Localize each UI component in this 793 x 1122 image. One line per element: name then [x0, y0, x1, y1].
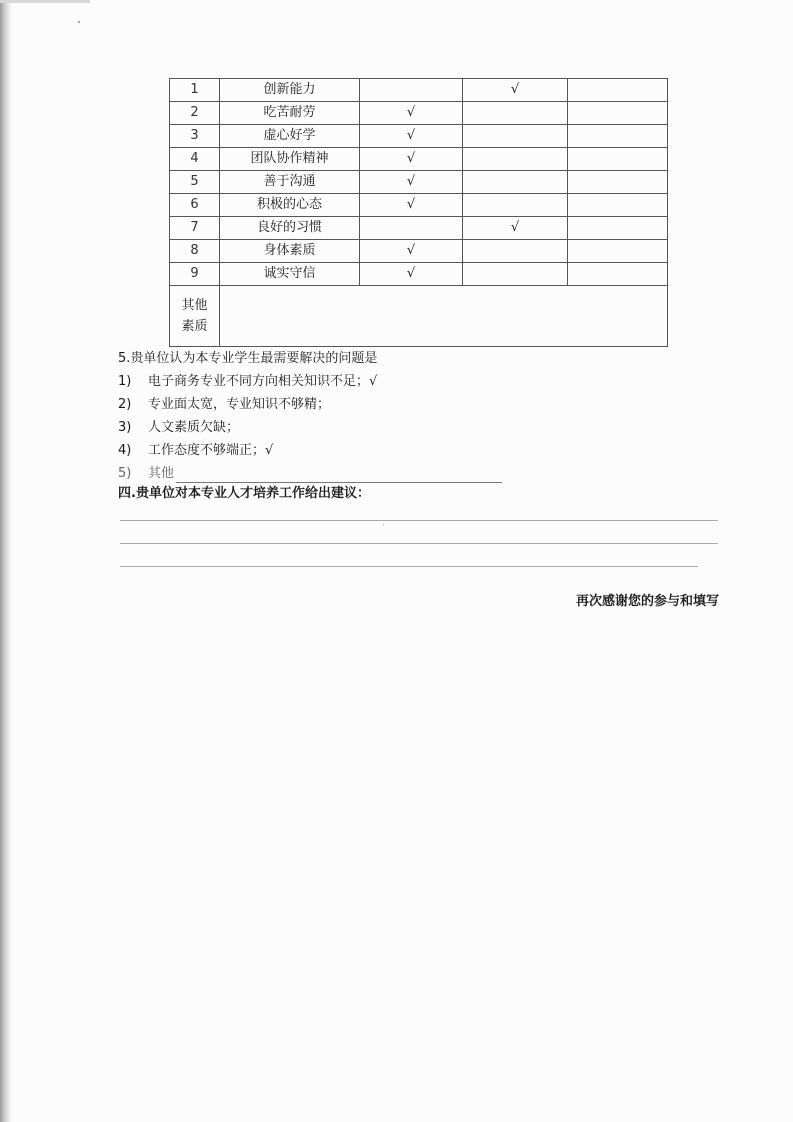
scan-top-mark	[0, 0, 90, 3]
option-number: 1)	[118, 374, 132, 389]
rating-cell	[463, 263, 568, 286]
question-5-title: 5.贵单位认为本专业学生最需要解决的问题是	[118, 351, 378, 366]
row-index: 6	[170, 194, 220, 217]
table-row	[170, 148, 668, 171]
quality-name: 身体素质	[220, 240, 360, 263]
table-row	[170, 171, 668, 194]
option-number: 4)	[118, 443, 132, 458]
scan-speck	[383, 524, 384, 525]
table-row	[170, 194, 668, 217]
question-5-option-other	[118, 465, 738, 483]
row-index: 9	[170, 263, 220, 286]
rating-cell: √	[360, 125, 463, 148]
question-5-option	[118, 419, 738, 437]
rating-cell	[360, 217, 463, 240]
row-index: 8	[170, 240, 220, 263]
rating-cell	[568, 171, 668, 194]
other-quality-label	[170, 286, 220, 347]
rating-cell	[463, 240, 568, 263]
rating-cell	[568, 217, 668, 240]
quality-name: 诚实守信	[220, 263, 360, 286]
rating-cell: √	[360, 240, 463, 263]
rating-cell: √	[360, 102, 463, 125]
suggestion-line[interactable]	[120, 566, 698, 567]
option-text: 其他	[148, 466, 175, 481]
quality-name: 善于沟通	[220, 171, 360, 194]
scan-shadow-edge	[0, 0, 12, 1122]
row-index: 5	[170, 171, 220, 194]
table-row	[170, 125, 668, 148]
suggestion-line[interactable]	[120, 543, 718, 544]
rating-cell: √	[360, 194, 463, 217]
other-fill-in-line[interactable]	[176, 468, 502, 483]
rating-cell	[568, 240, 668, 263]
row-index: 1	[170, 79, 220, 102]
quality-name: 良好的习惯	[220, 217, 360, 240]
rating-cell	[568, 263, 668, 286]
rating-cell: √	[360, 263, 463, 286]
rating-cell	[568, 125, 668, 148]
rating-cell	[360, 79, 463, 102]
table-row	[170, 240, 668, 263]
quality-rating-table	[169, 78, 668, 347]
closing-thanks: 再次感谢您的参与和填写	[575, 594, 719, 609]
quality-name: 创新能力	[220, 79, 360, 102]
rating-cell	[463, 171, 568, 194]
question-5-option	[118, 396, 738, 414]
row-index: 2	[170, 102, 220, 125]
suggestion-line[interactable]	[120, 520, 718, 521]
quality-name: 团队协作精神	[220, 148, 360, 171]
rating-cell: √	[463, 217, 568, 240]
quality-name: 积极的心态	[220, 194, 360, 217]
rating-cell	[568, 194, 668, 217]
quality-name: 吃苦耐劳	[220, 102, 360, 125]
rating-cell: √	[360, 148, 463, 171]
rating-cell: √	[463, 79, 568, 102]
other-quality-field[interactable]	[220, 286, 668, 347]
row-index: 4	[170, 148, 220, 171]
question-5-option	[118, 442, 738, 460]
other-label-line2: 素质	[181, 319, 208, 334]
option-text: 工作态度不够端正；√	[148, 443, 274, 458]
rating-cell	[463, 148, 568, 171]
section-4-heading: 四.贵单位对本专业人才培养工作给出建议：	[118, 486, 370, 501]
rating-cell	[463, 102, 568, 125]
other-label-line1: 其他	[181, 298, 208, 313]
question-5-option	[118, 373, 738, 391]
rating-cell: √	[360, 171, 463, 194]
table-row-other	[170, 286, 668, 347]
rating-cell	[568, 79, 668, 102]
row-index: 3	[170, 125, 220, 148]
rating-cell	[463, 194, 568, 217]
table-row	[170, 263, 668, 286]
table-row	[170, 102, 668, 125]
option-text: 人文素质欠缺；	[148, 420, 240, 435]
table-row	[170, 217, 668, 240]
rating-cell	[463, 125, 568, 148]
option-text: 电子商务专业不同方向相关知识不足；√	[148, 374, 378, 389]
question-5	[118, 350, 738, 488]
rating-cell	[568, 102, 668, 125]
rating-cell	[568, 148, 668, 171]
quality-name: 虚心好学	[220, 125, 360, 148]
option-number: 3)	[118, 420, 132, 435]
scan-speck	[78, 21, 80, 23]
row-index: 7	[170, 217, 220, 240]
option-number: 2)	[118, 397, 132, 412]
option-number: 5)	[118, 466, 132, 481]
table-row	[170, 79, 668, 102]
option-text: 专业面太宽，专业知识不够精；	[148, 397, 331, 412]
